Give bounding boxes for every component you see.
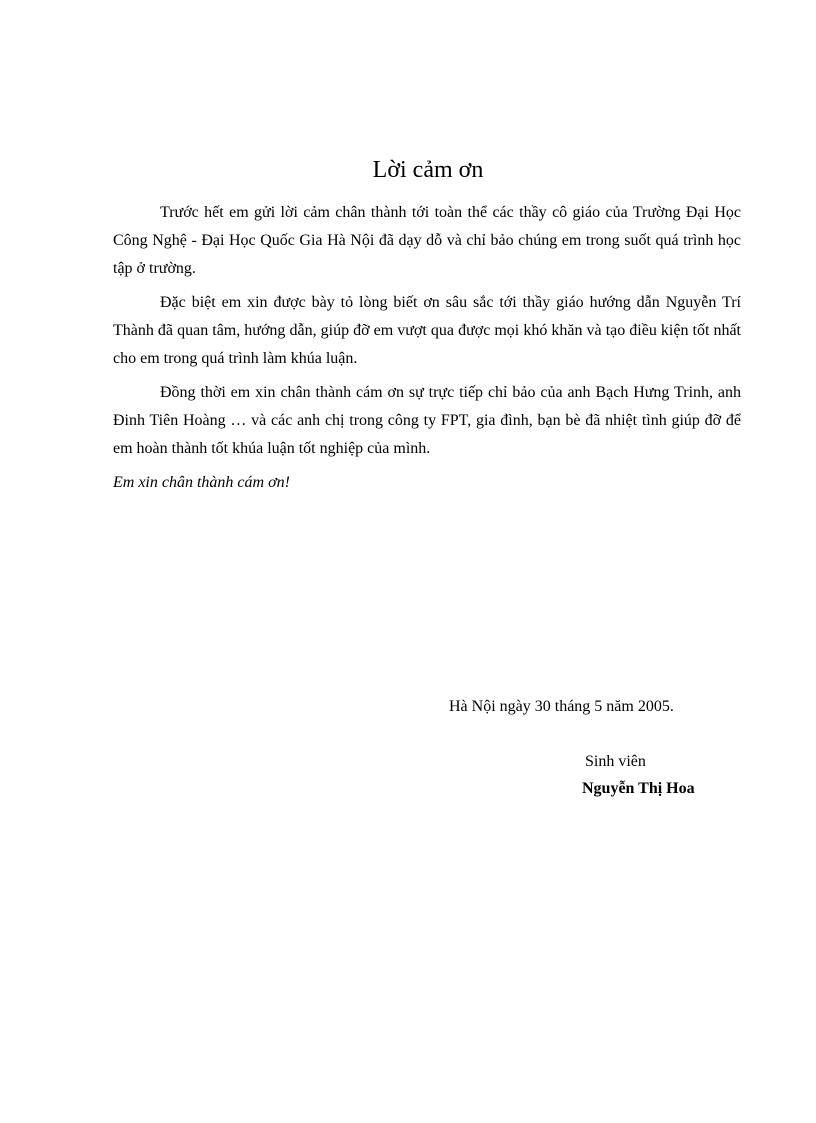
body-text [113,199,741,497]
signer-role: Sinh viên [585,753,646,770]
paragraph-1: Trước hết em gửi lời cảm chân thành tới toàn thể các thầy cô giáo của Trường Đại Học Công Nghệ - Đại Học Quốc Gia Hà Nội đã dạy dỗ và chỉ bảo chúng em trong suốt quá trình học tập ở trường. [113,204,741,277]
signer-name: Nguyễn Thị Hoa [582,780,695,797]
page-title: Lời cảm ơn [372,157,484,183]
closing-line: Em xin chân thành cám ơn! [113,474,290,491]
paragraph-3: Đồng thời em xin chân thành cám ơn sự trực tiếp chỉ bảo của anh Bạch Hưng Trinh, anh Đinh Tiên Hoàng … và các anh chị trong công ty FPT, gia đình, bạn bè đã nhiệt tình giúp đỡ để em hoàn thành tốt khúa luận tốt nghiệp của mình. [113,384,741,457]
date-line: Hà Nội ngày 30 tháng 5 năm 2005. [449,698,674,715]
paragraph-2: Đặc biệt em xin được bày tỏ lòng biết ơn sâu sắc tới thầy giáo hướng dẫn Nguyễn Trí Thành đã quan tâm, hướng dẫn, giúp đỡ em vượt qua được mọi khó khăn và tạo điều kiện tốt nhất cho em trong quá trình làm khúa luận. [113,294,741,367]
